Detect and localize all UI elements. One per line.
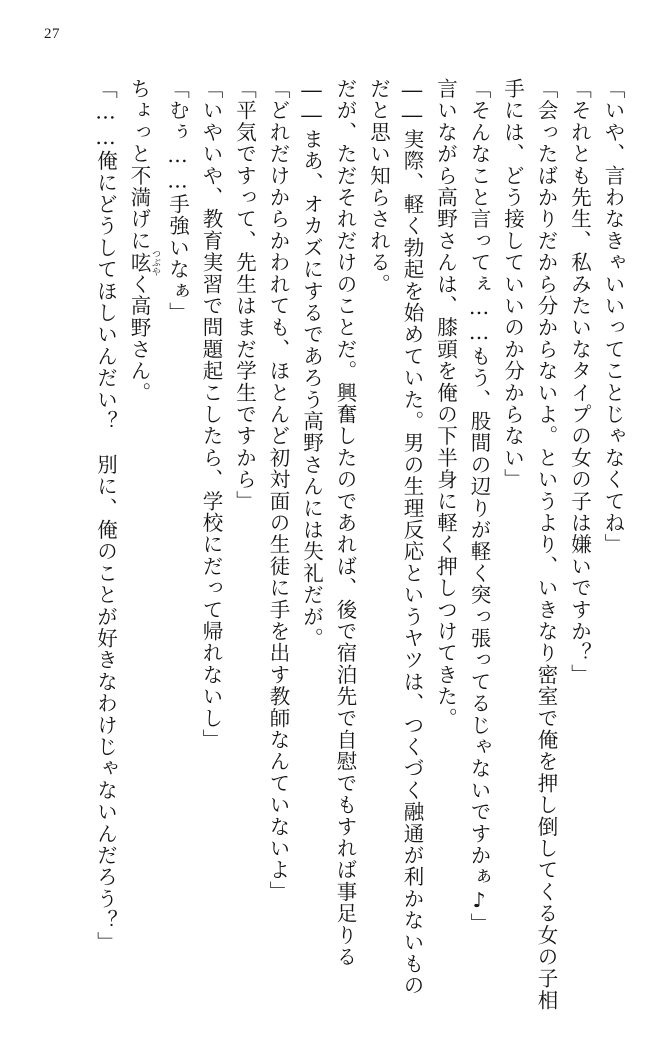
page-number: 27	[44, 26, 60, 42]
vertical-text-body	[47, 78, 629, 1018]
paragraph: 「それとも先生、私みたいなタイプの女の子は嫌いですか？」	[567, 78, 592, 686]
paragraph: 「どれだけからかわれても、ほとんど初対面の生徒に手を出す教師なんていないよ」	[266, 78, 290, 903]
ruby-annotation: 呟 つぶや	[127, 248, 160, 276]
paragraph: だが、ただそれだけのことだ。興奮したのであれば、後で宿泊先で自慰でもすれば事足りる――まあ、オカズにするであろう高野さんには失礼だが。	[299, 78, 357, 968]
paragraph: 言いながら高野さんは、膝頭を俺の下半身に軽く押しつけてきた。	[433, 78, 458, 729]
paragraph: 「会ったばかりだから分からないよ。というより、いきなり密室で俺を押し倒してくる女の子相手には、どう接していいのか分からない」	[500, 78, 558, 1012]
paragraph-with-ruby: ちょっと不満げに呟 つぶやく高野さん。	[127, 78, 160, 404]
paragraph: ――実際、軽く勃起を始めていた。男の生理反応というヤツは、つくづく融通が利かないものだと思い知らされる。	[366, 78, 424, 997]
paragraph: 「むぅ……手強いなぁ」	[165, 78, 190, 324]
paragraph: 「……俺にどうしてほしいんだい？ 別に、俺のことが好きなわけじゃないんだろう？」	[93, 78, 118, 953]
paragraph: 「平気ですって、先生はまだ学生ですから」	[232, 78, 257, 512]
paragraph: 「いや、言わなきゃいいってことじゃなくてね」	[601, 78, 625, 556]
paragraph: 「そんなこと言ってぇ……もう、股間の辺りが軽く突っ張ってるじゃないですかぁ♪」	[467, 78, 491, 935]
paragraph: 「いやいや、教育実習で問題起こしたら、学校にだって帰れないし」	[199, 78, 223, 751]
